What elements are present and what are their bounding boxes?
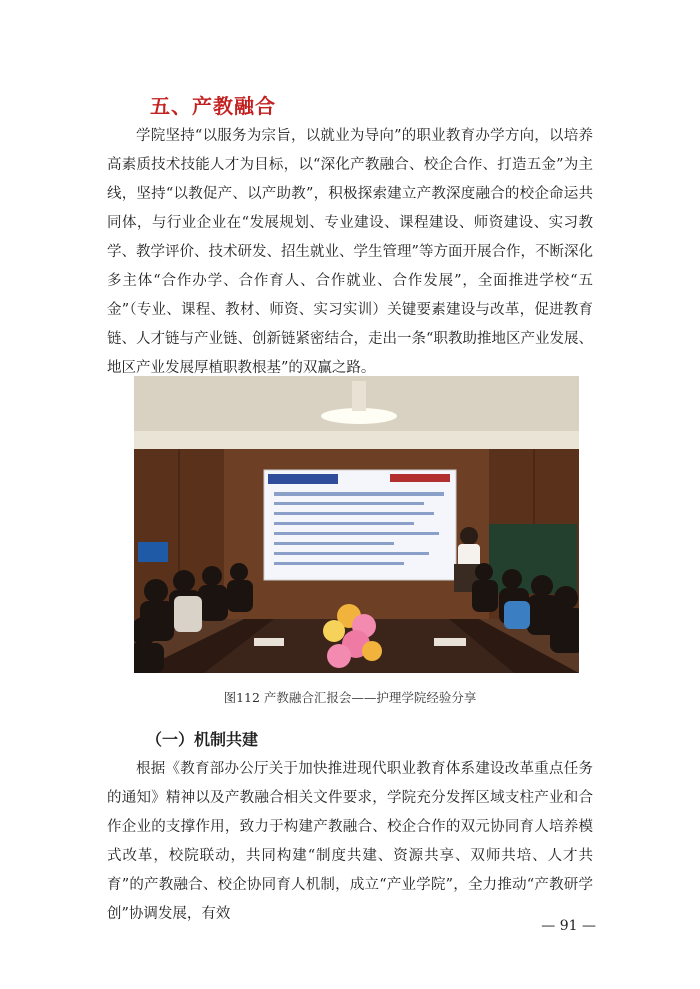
meeting-photo — [134, 376, 579, 673]
page-number: — 91 — — [541, 918, 596, 934]
meeting-photo-illustration — [134, 376, 579, 673]
figure-caption: 图112 产教融合汇报会——护理学院经验分享 — [223, 690, 477, 705]
speaker-head — [460, 527, 478, 545]
section-paragraph: 学院坚持“以服务为宗旨，以就业为导向”的职业教育办学方向，以培养高素质技术技能人才为目标，以“深化产教融合、校企合作、打造五金”为主线，坚持“以教促产、以产助教”，积极探索建立产教深度融合的校企命运共同体，与行业企业在“发展规划、专业建设、课程建设、师资建设、实习教学、教学评价、技术研发、招生就业、学生管理”等方面开展合作，不断深化多主体“合作办学、合作育人、合作就业、合作发展”，全面推进学校“五金”（专业、课程、教材、师资、实习实训）关键要素建设与改革，促进教育链、人才链与产业链、创新链紧密结合，走出一条“职教助推地区产业发展、地区产业发展厚植职教根基”的双赢之路。 — [107, 128, 593, 376]
subsection-paragraph: 根据《教育部办公厅关于加快推进现代职业教育体系建设改革重点任务的通知》精神以及产教融合相关文件要求，学院充分发挥区域支柱产业和合作企业的支撑作用，致力于构建产教融合、校企合作的双元协同育人培养模式改革，校院联动，共同构建“制度共建、资源共享、双师共培、人才共育”的产教融合、校企协同育人机制，成立“产业学院”，全力推动“产教研学创”协调发展，有效 — [107, 761, 593, 922]
subsection-heading: （一）机制共建 — [146, 730, 259, 749]
section-heading: 五、产教融合 — [150, 94, 276, 118]
